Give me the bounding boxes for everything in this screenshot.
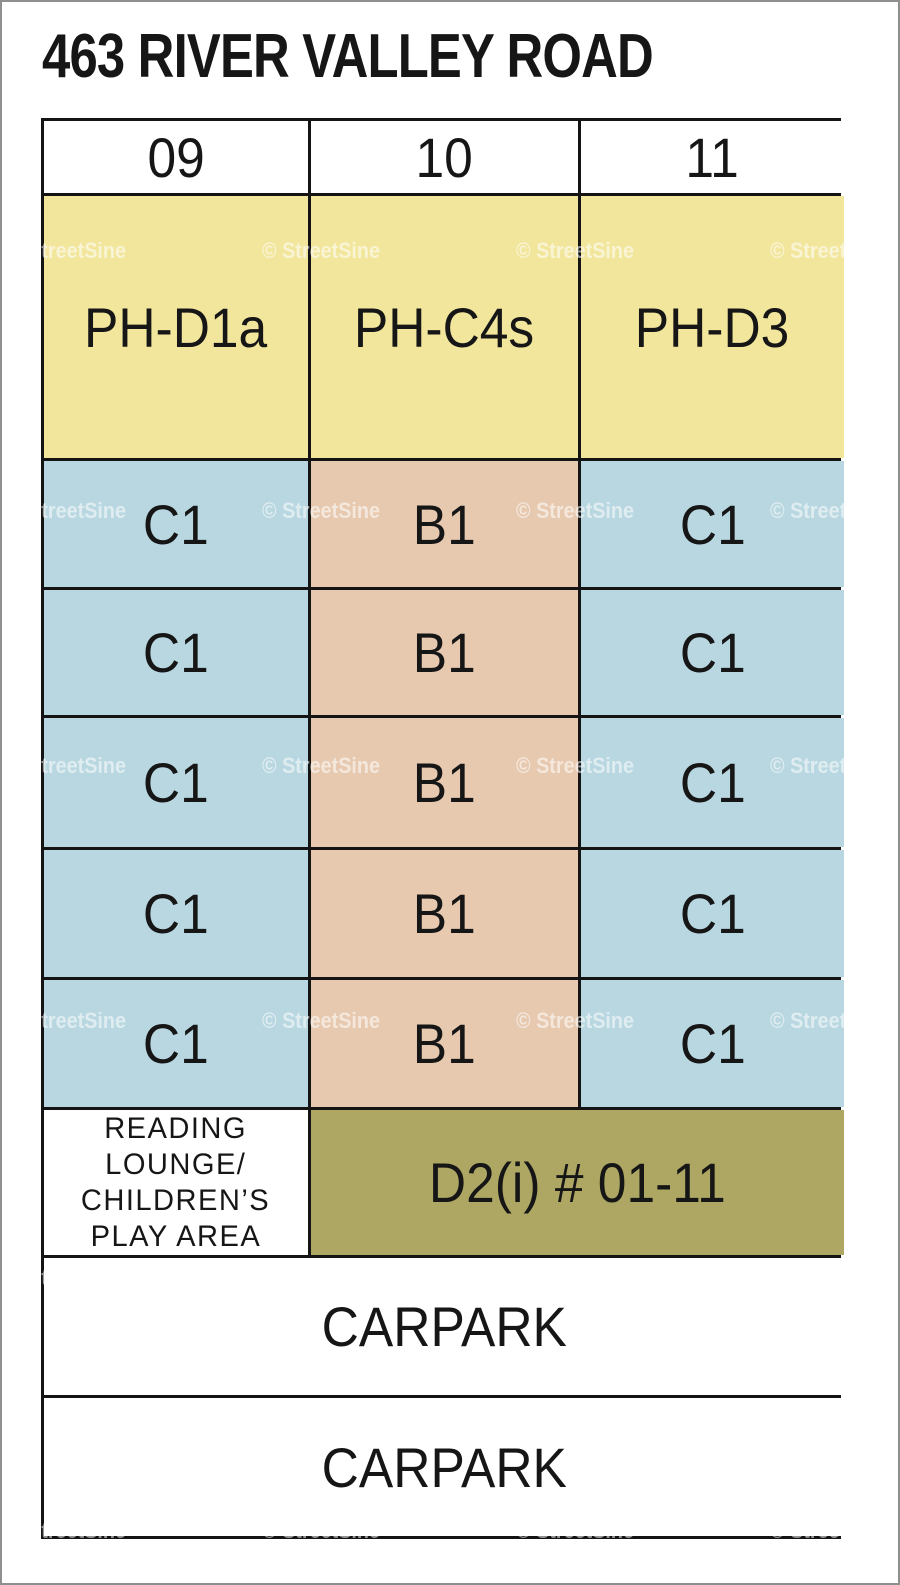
unit-label: C1	[143, 492, 209, 556]
unit-cell	[581, 980, 844, 1107]
unit-label: C1	[679, 621, 746, 684]
column-header-label: 10	[415, 125, 474, 189]
unit-label: C1	[143, 1012, 209, 1075]
column-header-10	[311, 121, 578, 193]
unit-cell	[311, 718, 578, 847]
unit-cell	[44, 718, 308, 847]
unit-label: PH-D3	[635, 295, 790, 359]
column-header-11	[581, 121, 844, 193]
unit-cell	[44, 461, 308, 587]
streetsine-watermark: © StreetSine	[8, 1008, 127, 1033]
streetsine-watermark: © StreetSine	[770, 238, 889, 263]
unit-label: B1	[412, 492, 477, 556]
unit-cell	[581, 850, 844, 977]
unit-label: C1	[143, 882, 209, 945]
streetsine-watermark: © StreetSine	[8, 1518, 127, 1543]
streetsine-watermark: © StreetSine	[8, 498, 127, 523]
unit-label: C1	[679, 882, 746, 945]
unit-cell	[581, 461, 844, 587]
streetsine-watermark: © StreetSine	[770, 753, 889, 778]
unit-cell-d2	[311, 1110, 844, 1255]
streetsine-watermark: © StreetSine	[770, 498, 889, 523]
column-header-09	[44, 121, 308, 193]
stack-grid	[41, 118, 841, 1539]
unit-label: C1	[679, 492, 746, 556]
streetsine-watermark: © StreetSine	[8, 238, 127, 263]
unit-cell	[581, 590, 844, 715]
facility-label-line: PLAY AREA	[90, 1219, 262, 1253]
unit-cell	[311, 980, 578, 1107]
streetsine-watermark: © StreetSine	[516, 753, 635, 778]
unit-label: PH-C4s	[354, 295, 535, 359]
streetsine-watermark: © StreetSine	[262, 1265, 381, 1290]
unit-cell	[44, 980, 308, 1107]
streetsine-watermark: © StreetSine	[516, 1008, 635, 1033]
streetsine-watermark: © StreetSine	[516, 238, 635, 263]
carpark-cell	[44, 1258, 844, 1395]
column-header-label: 09	[147, 125, 205, 189]
building-title: 463 RIVER VALLEY ROAD	[42, 22, 653, 91]
column-header-label: 11	[685, 125, 740, 189]
unit-cell-penthouse	[311, 196, 578, 458]
streetsine-watermark: © StreetSine	[262, 238, 381, 263]
facility-cell	[44, 1110, 308, 1255]
streetsine-watermark: © StreetSine	[770, 1008, 889, 1033]
unit-label: C1	[143, 621, 209, 684]
facility-label-line: READING	[104, 1111, 248, 1145]
unit-label: D2(i) # 01-11	[429, 1151, 726, 1214]
unit-label: C1	[143, 751, 209, 814]
streetsine-watermark: © StreetSine	[770, 1265, 889, 1290]
unit-label: C1	[679, 751, 746, 814]
streetsine-watermark: © StreetSine	[262, 1518, 381, 1543]
carpark-label: CARPARK	[321, 1295, 567, 1358]
unit-cell	[44, 850, 308, 977]
unit-cell	[311, 590, 578, 715]
unit-label: B1	[412, 1012, 477, 1075]
streetsine-watermark: © StreetSine	[770, 1518, 889, 1543]
streetsine-watermark: © StreetSine	[516, 1518, 635, 1543]
unit-label: B1	[412, 751, 477, 814]
unit-label: B1	[412, 621, 477, 684]
streetsine-watermark: © StreetSine	[8, 753, 127, 778]
streetsine-watermark: © StreetSine	[8, 1265, 127, 1290]
unit-cell-penthouse	[581, 196, 844, 458]
carpark-label: CARPARK	[321, 1435, 567, 1499]
streetsine-watermark: © StreetSine	[262, 1008, 381, 1033]
facility-label-line: CHILDREN’S	[81, 1183, 271, 1217]
unit-label: C1	[679, 1012, 746, 1075]
unit-label: B1	[412, 882, 477, 945]
streetsine-watermark: © StreetSine	[516, 498, 635, 523]
unit-cell	[44, 590, 308, 715]
streetsine-watermark: © StreetSine	[262, 753, 381, 778]
streetsine-watermark: © StreetSine	[516, 1265, 635, 1290]
streetsine-watermark: © StreetSine	[262, 498, 381, 523]
carpark-cell	[44, 1398, 844, 1536]
unit-cell	[311, 850, 578, 977]
unit-cell	[581, 718, 844, 847]
unit-label: PH-D1a	[84, 295, 268, 359]
unit-cell	[311, 461, 578, 587]
unit-cell-penthouse	[44, 196, 308, 458]
facility-label-line: LOUNGE/	[105, 1147, 247, 1181]
